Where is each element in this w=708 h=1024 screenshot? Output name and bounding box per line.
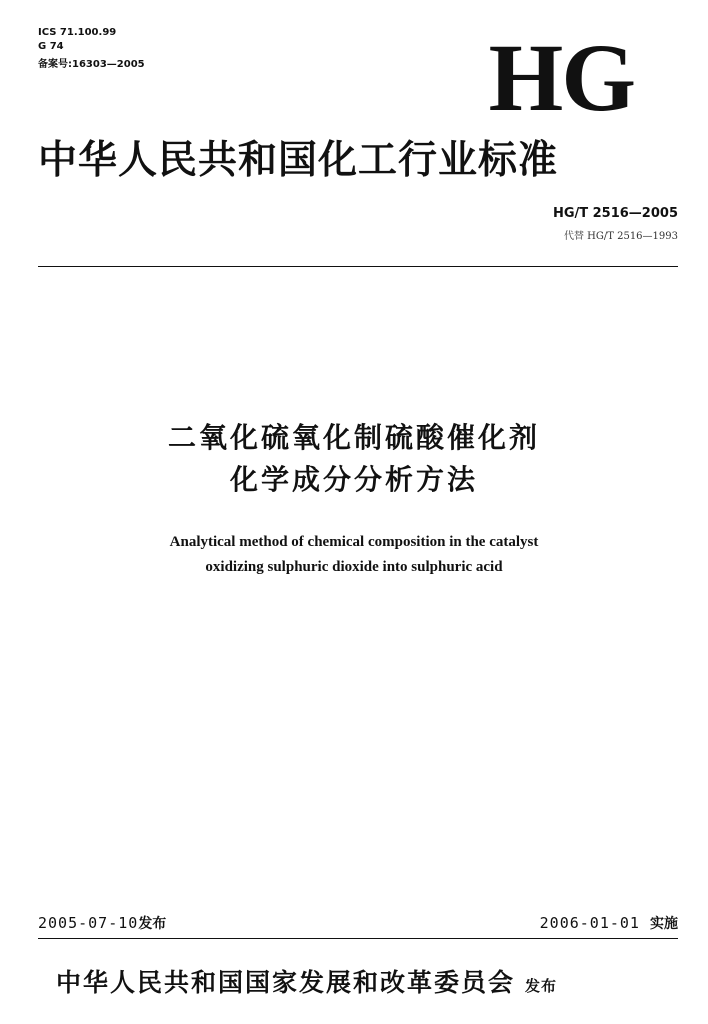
record-number: 备案号:16303—2005 — [38, 59, 145, 70]
english-title-line-1: Analytical method of chemical composition in the catalyst — [169, 534, 539, 550]
ics-code: ICS 71.100.99 — [38, 27, 117, 38]
hg-logo: HG — [488, 24, 634, 131]
standard-number: HG/T 2516—2005 — [552, 206, 678, 221]
implementation-label: 实施 — [650, 916, 678, 932]
issue-date-value: 2005-07-10 — [38, 914, 139, 932]
publish-label: 发布 — [525, 977, 558, 995]
issue-label: 发布 — [138, 916, 167, 932]
bottom-divider — [38, 938, 678, 939]
english-title-line-2: oxidizing sulphuric dioxide into sulphuric acid — [205, 559, 503, 575]
implementation-date-value: 2006-01-01 — [539, 914, 640, 932]
standard-category-title: 中华人民共和国化工行业标准 — [38, 137, 559, 183]
implementation-date — [540, 913, 678, 933]
chinese-title-line-2: 化学成分分析方法 — [229, 463, 478, 496]
publisher — [56, 966, 557, 1003]
chinese-title-line-1: 二氧化硫氧化制硫酸催化剂 — [167, 421, 540, 454]
issue-date — [38, 913, 166, 933]
top-divider — [38, 266, 678, 267]
publisher-name: 中华人民共和国国家发展和改革委员会 — [56, 968, 516, 997]
replaces-standard: 代替 HG/T 2516—1993 — [563, 231, 678, 242]
ccs-code: G 74 — [38, 41, 64, 52]
